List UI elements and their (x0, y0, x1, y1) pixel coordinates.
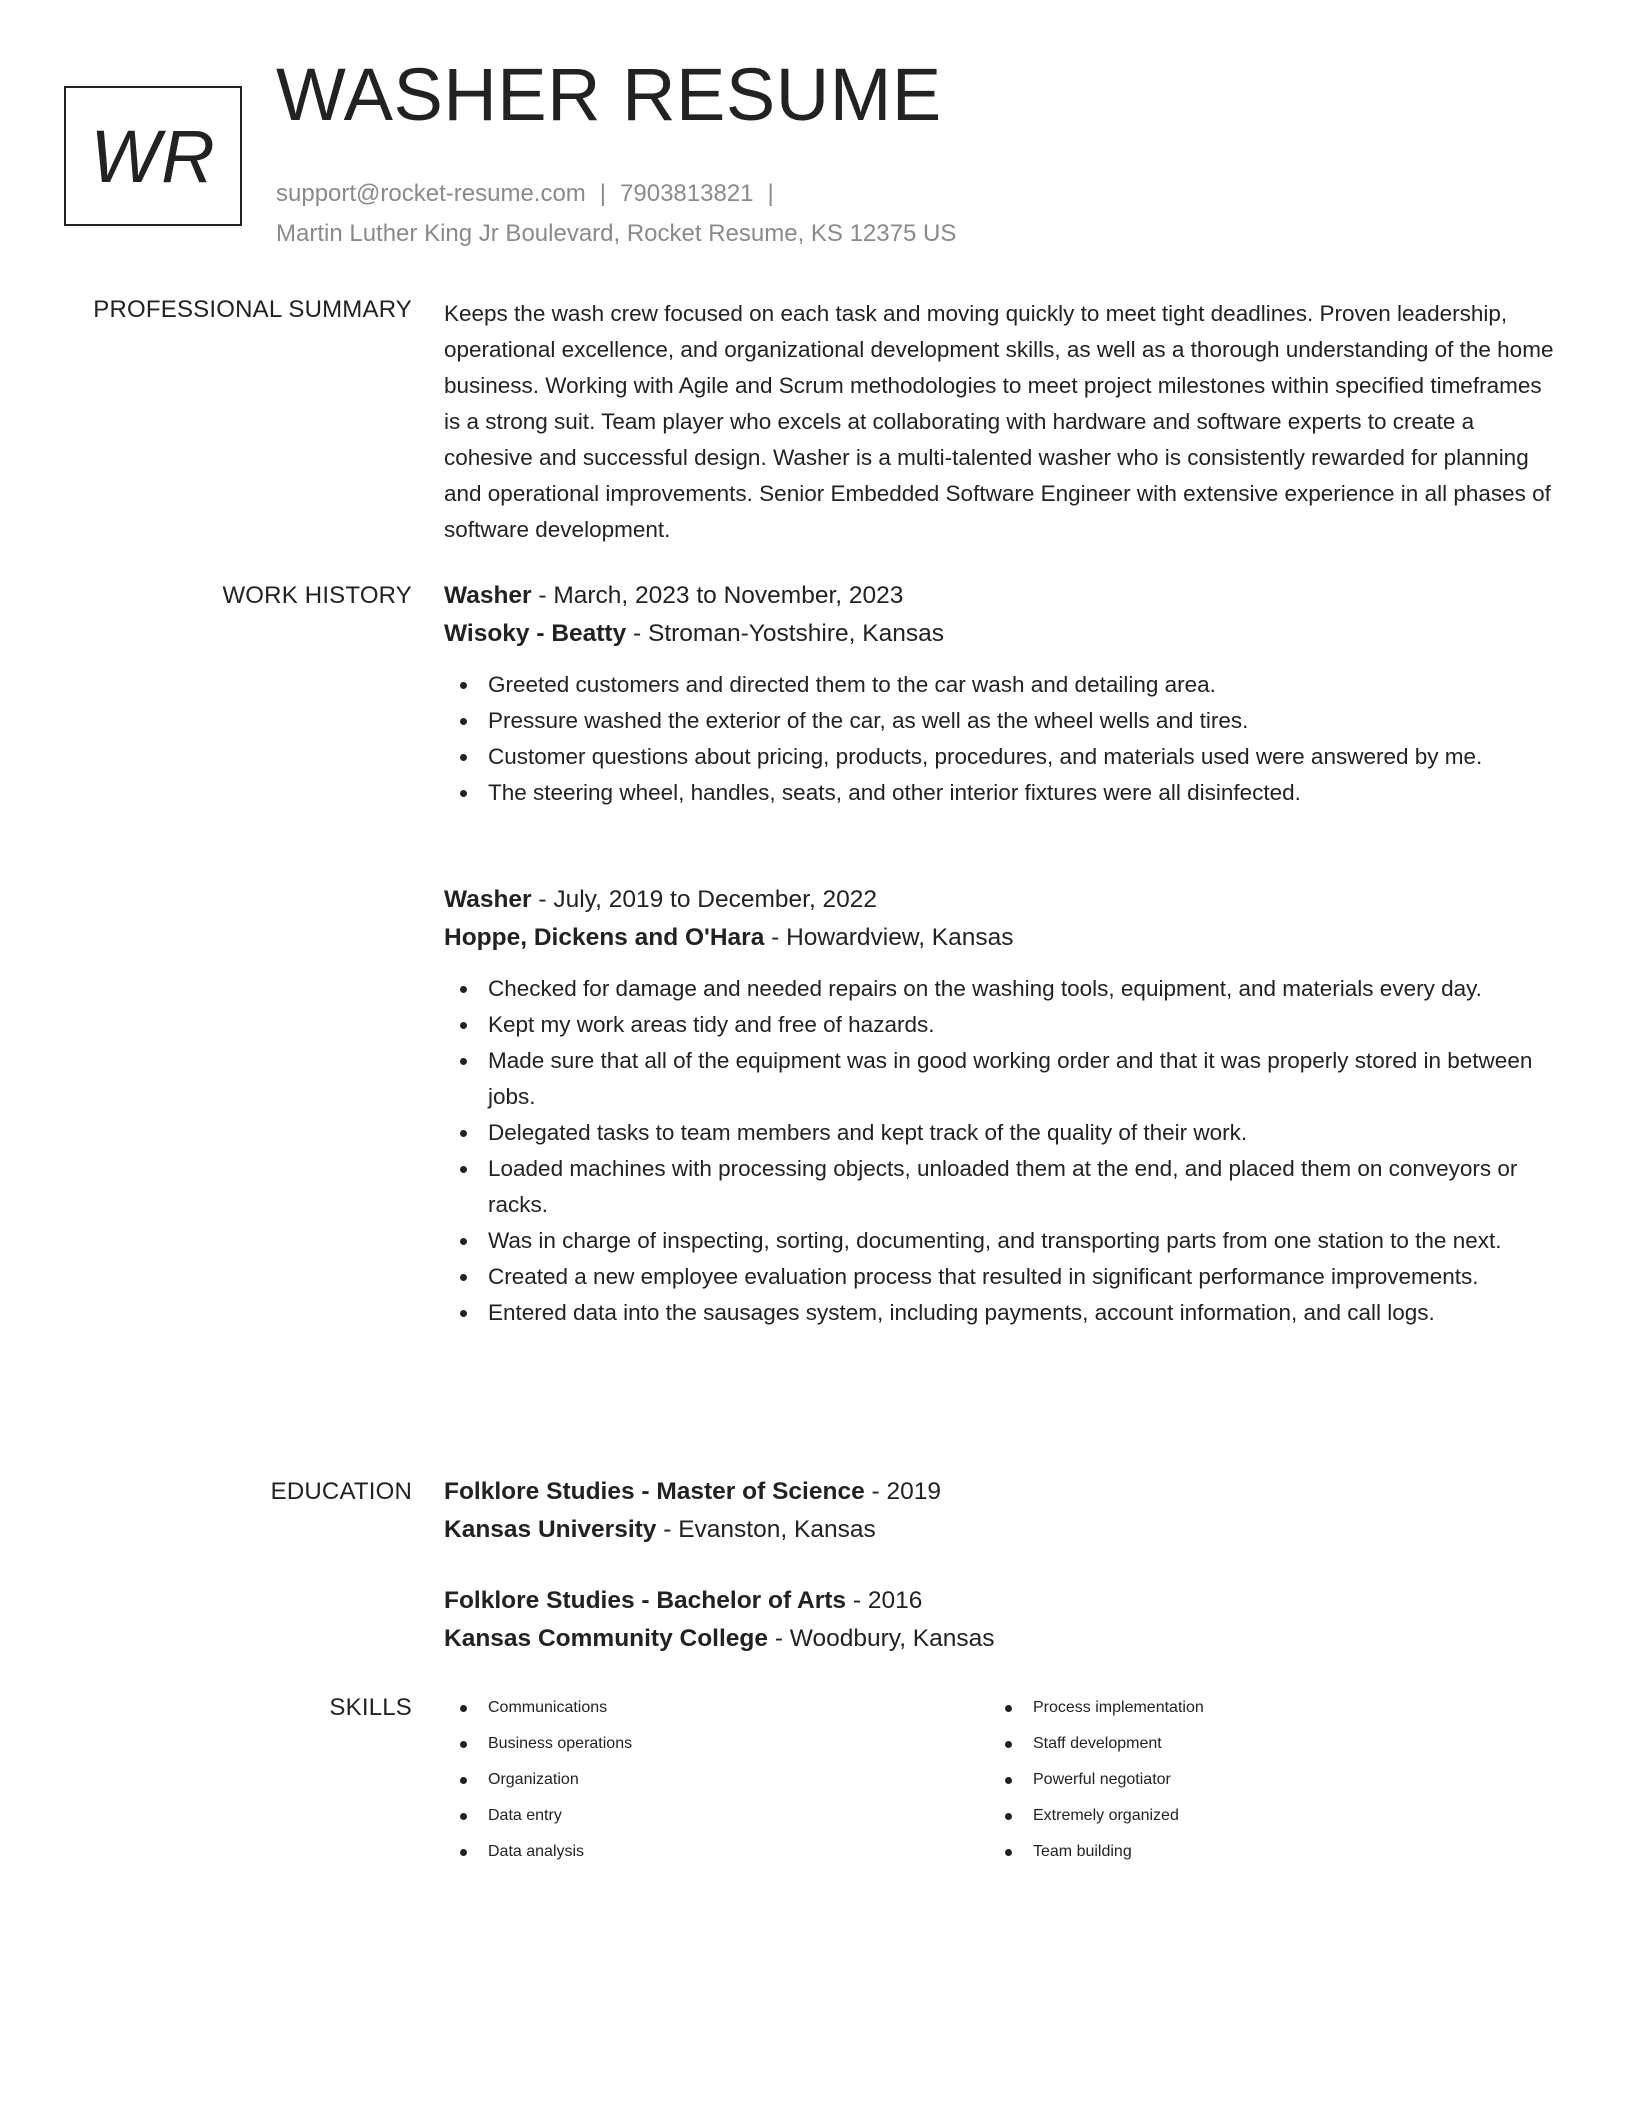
job-bullet: Entered data into the sausages system, including payments, account information, and call logs. (488, 1295, 1554, 1331)
section-label-work: WORK HISTORY (222, 582, 412, 609)
education-degree-line (444, 1473, 1554, 1511)
contact-separator: | (599, 180, 607, 207)
education-school: Kansas University (444, 1516, 657, 1543)
job-bullet: Kept my work areas tidy and free of hazards. (488, 1007, 1554, 1043)
summary-text: Keeps the wash crew focused on each task and moving quickly to meet tight deadlines. Proven leadership, operational excellence, and organizational development skills, as well as a thorough understanding of the home business. Working with Agile and Scrum methodologies to meet project milestones within specified timeframes is a strong suit. Team player who excels at collaborating with hardware and software experts to create a cohesive and successful design. Washer is a multi-talented washer who is consistently rewarded for planning and operational improvements. Senior Embedded Software Engineer with extensive experience in all phases of software development. (444, 301, 1554, 542)
skill-item: Organization (488, 1762, 964, 1798)
monogram-box (64, 86, 242, 226)
job-bullet: The steering wheel, handles, seats, and other interior fixtures were all disinfected. (488, 775, 1554, 811)
skills-column-left (444, 1690, 964, 1870)
job-dates: - March, 2023 to November, 2023 (531, 582, 904, 609)
job-title: Washer (444, 886, 532, 913)
skill-item: Communications (488, 1690, 964, 1726)
job-location: - Stroman-Yostshire, Kansas (626, 620, 944, 647)
skill-item: Team building (1033, 1834, 1509, 1870)
job-entry (444, 577, 1554, 811)
job-bullet-list (444, 667, 1554, 811)
contact-phone: 7903813821 (620, 180, 754, 207)
job-title-line (444, 881, 1554, 919)
skills-list (989, 1690, 1509, 1870)
job-bullet: Made sure that all of the equipment was in good working order and that it was properly stored in between jobs. (488, 1043, 1554, 1115)
skill-item: Staff development (1033, 1726, 1509, 1762)
skill-item: Powerful negotiator (1033, 1762, 1509, 1798)
job-company: Hoppe, Dickens and O'Hara (444, 924, 765, 951)
contact-email: support@rocket-resume.com (276, 180, 586, 207)
skill-item: Data entry (488, 1798, 964, 1834)
education-school-line (444, 1511, 1554, 1549)
skills-column-right (989, 1690, 1509, 1870)
job-bullet: Loaded machines with processing objects, unloaded them at the end, and placed them on conveyors or racks. (488, 1151, 1554, 1223)
education-entry (444, 1473, 1554, 1549)
contact-line-1 (276, 174, 956, 214)
job-entry (444, 881, 1554, 1331)
job-company-line (444, 615, 1554, 653)
skill-item: Process implementation (1033, 1690, 1509, 1726)
education-entry (444, 1582, 1554, 1658)
skill-item: Extremely organized (1033, 1798, 1509, 1834)
job-bullet: Greeted customers and directed them to the car wash and detailing area. (488, 667, 1554, 703)
section-label-summary: PROFESSIONAL SUMMARY (93, 296, 412, 323)
job-bullet: Checked for damage and needed repairs on the washing tools, equipment, and materials every day. (488, 971, 1554, 1007)
job-title-line (444, 577, 1554, 615)
education-year: - 2016 (846, 1587, 923, 1614)
monogram-initials: WR (90, 114, 216, 198)
job-bullet: Pressure washed the exterior of the car, as well as the wheel wells and tires. (488, 703, 1554, 739)
education-school: Kansas Community College (444, 1625, 769, 1652)
job-dates: - July, 2019 to December, 2022 (531, 886, 878, 913)
contact-block (276, 174, 956, 254)
contact-address: Martin Luther King Jr Boulevard, Rocket Resume, KS 12375 US (276, 220, 957, 247)
skill-item: Business operations (488, 1726, 964, 1762)
education-degree: Folklore Studies - Bachelor of Arts (444, 1587, 847, 1614)
skills-list (444, 1690, 964, 1870)
job-company-line (444, 919, 1554, 957)
job-bullet: Delegated tasks to team members and kept track of the quality of their work. (488, 1115, 1554, 1151)
education-location: - Evanston, Kansas (656, 1516, 876, 1543)
section-label-skills: SKILLS (329, 1694, 412, 1721)
contact-separator: | (767, 180, 774, 207)
education-year: - 2019 (864, 1478, 941, 1505)
job-location: - Howardview, Kansas (764, 924, 1014, 951)
job-title: Washer (444, 582, 532, 609)
skill-item: Data analysis (488, 1834, 964, 1870)
education-degree: Folklore Studies - Master of Science (444, 1478, 865, 1505)
job-bullet: Customer questions about pricing, products, procedures, and materials used were answered by me. (488, 739, 1554, 775)
job-bullet: Was in charge of inspecting, sorting, documenting, and transporting parts from one station to the next. (488, 1223, 1554, 1259)
education-location: - Woodbury, Kansas (768, 1625, 995, 1652)
job-bullet: Created a new employee evaluation process that resulted in significant performance improvements. (488, 1259, 1554, 1295)
education-degree-line (444, 1582, 1554, 1620)
education-school-line (444, 1620, 1554, 1658)
job-bullet-list (444, 971, 1554, 1331)
section-label-education: EDUCATION (270, 1478, 412, 1505)
job-company: Wisoky - Beatty (444, 620, 627, 647)
resume-name: WASHER RESUME (276, 53, 942, 136)
